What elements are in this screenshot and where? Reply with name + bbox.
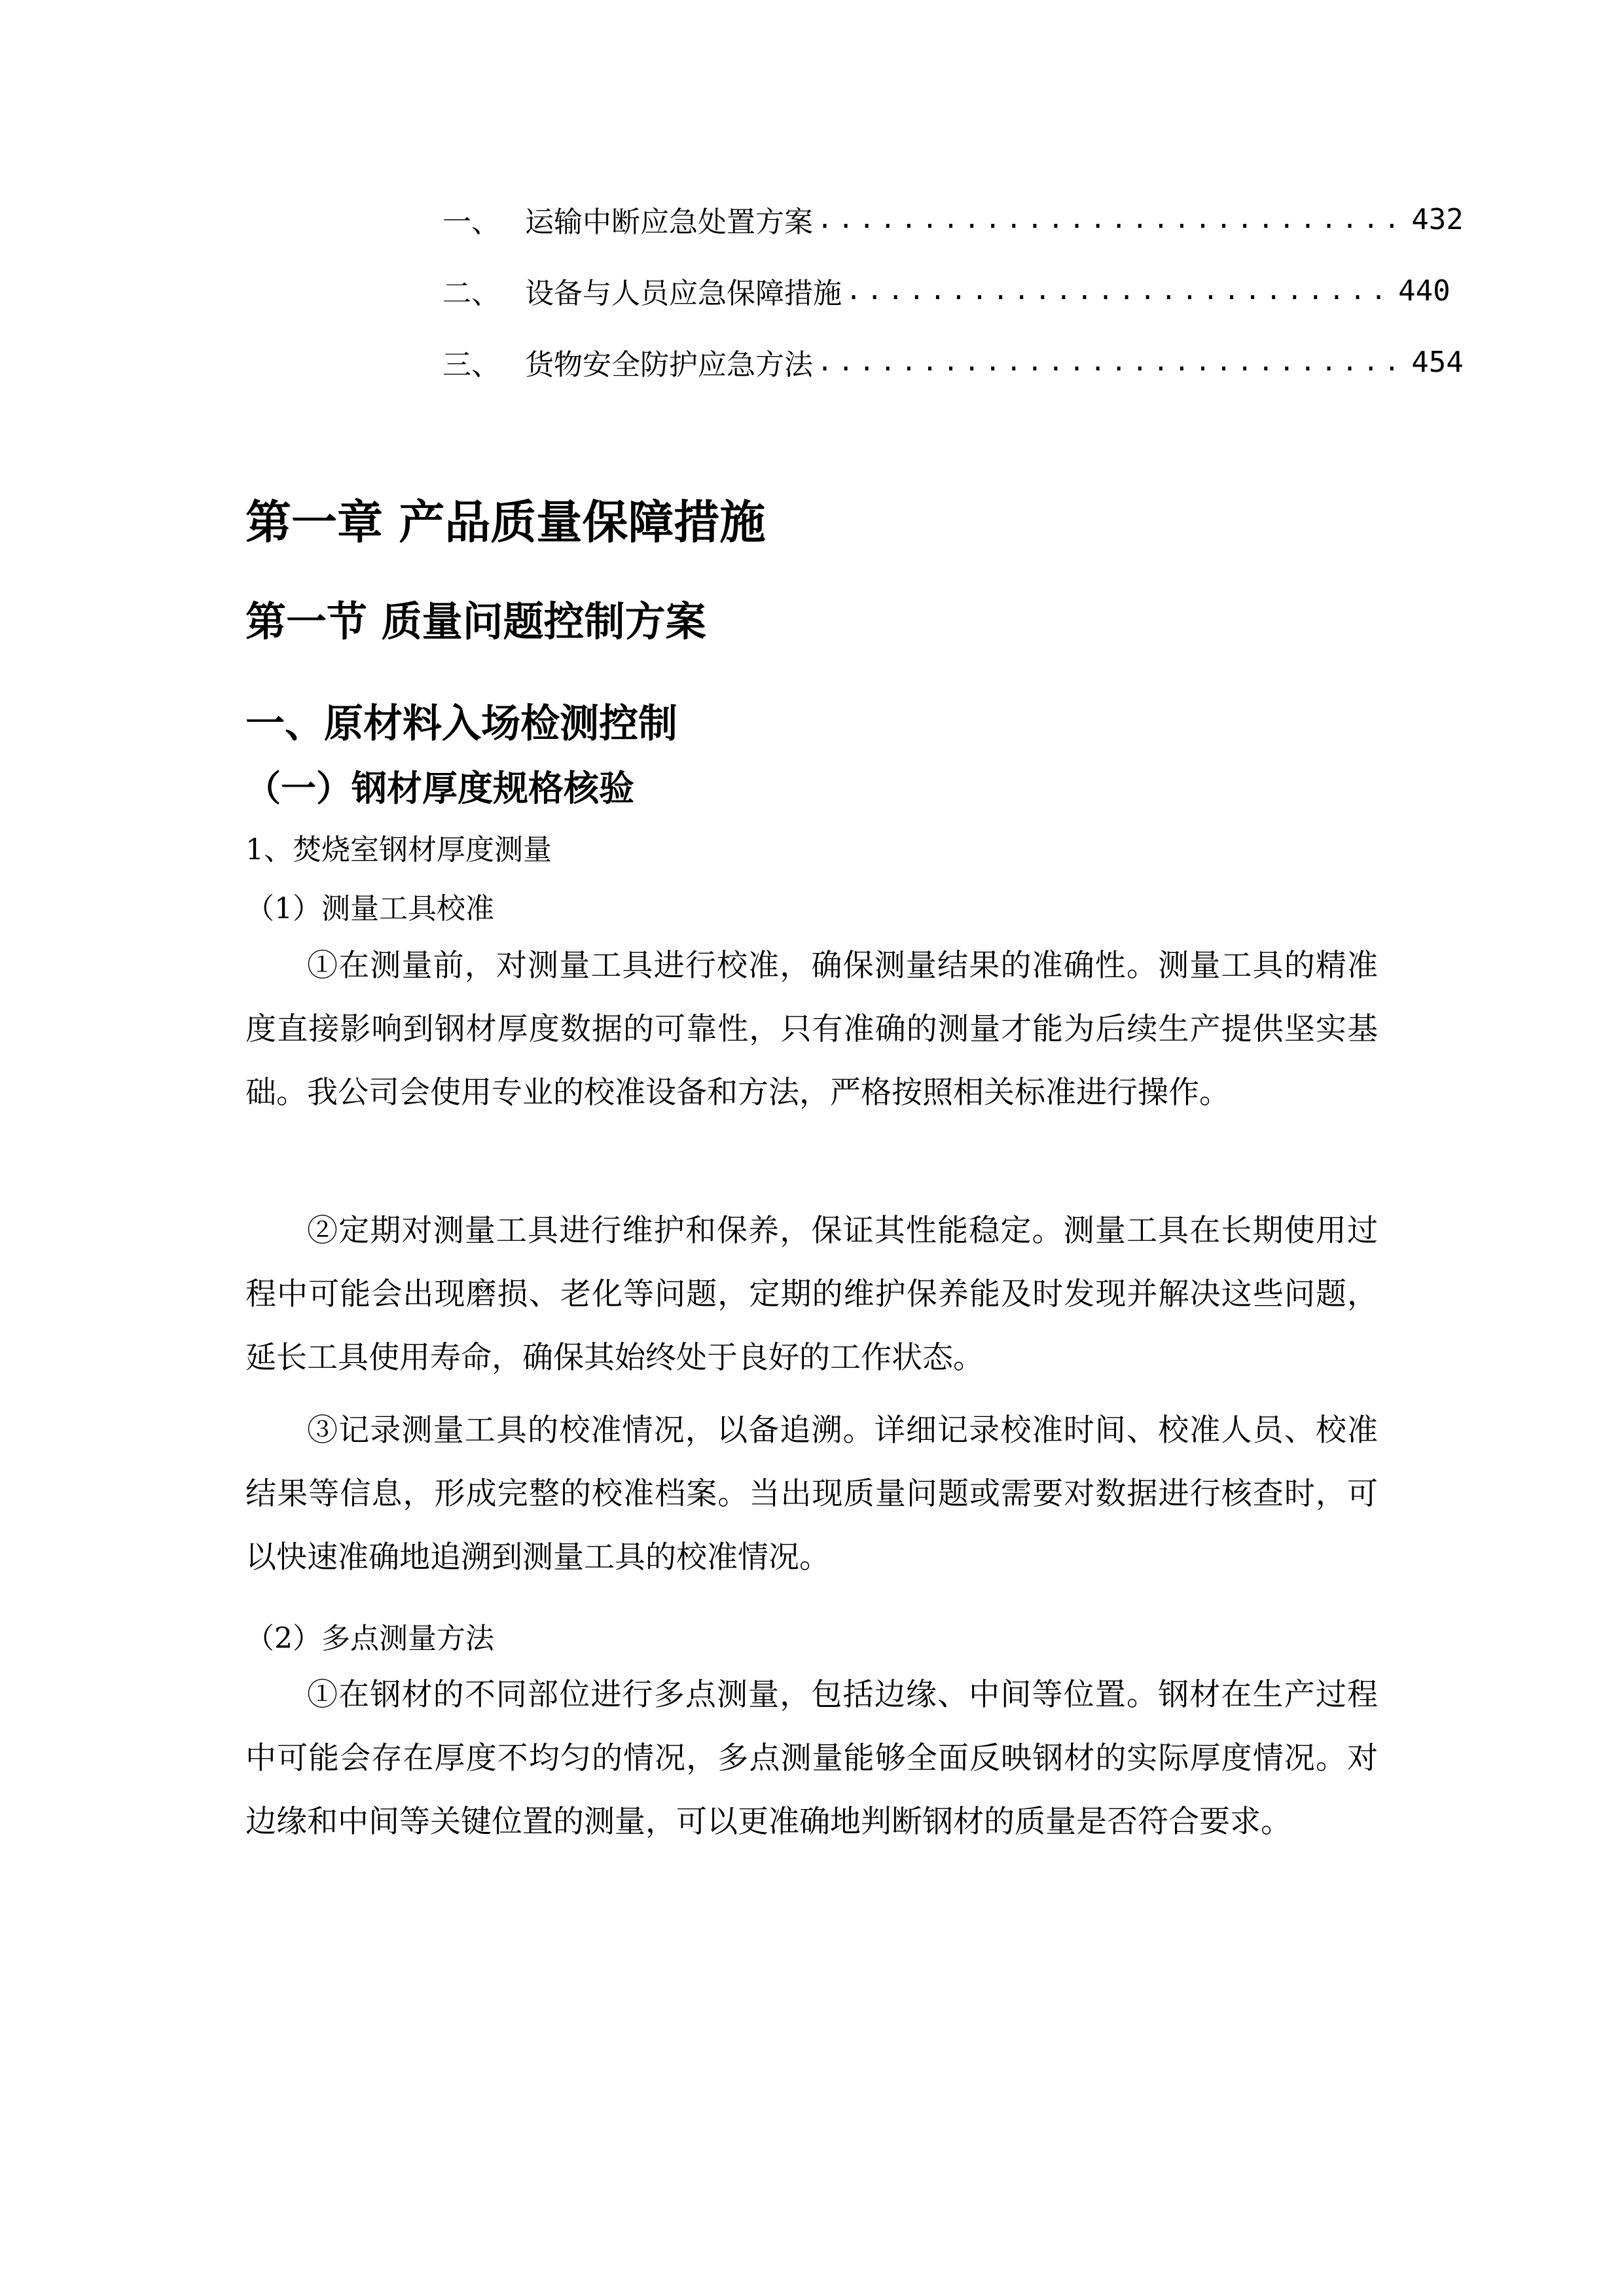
toc-entry[interactable] bbox=[442, 196, 1464, 242]
block-heading: （1）测量工具校准 bbox=[245, 892, 494, 925]
body-paragraph: ①在测量前，对测量工具进行校准，确保测量结果的准确性。测量工具的精准度直接影响到钢材厚度数据的可靠性，只有准确的测量才能为后续生产提供坚实基础。我公司会使用专业的校准设备和方法，严格按照相关标准进行操作。 bbox=[245, 948, 1378, 1111]
toc-entry-number: 三、 bbox=[442, 348, 500, 382]
subsection-title: 一、原材料入场检测控制 bbox=[245, 701, 677, 747]
toc-entry-leader: ............................ bbox=[817, 347, 1405, 377]
body-paragraph: ③记录测量工具的校准情况，以备追溯。详细记录校准时间、校准人员、校准结果等信息，形成完整的校准档案。当出现质量问题或需要对数据进行核查时，可以快速准确地追溯到测量工具的校准情况。 bbox=[245, 1412, 1378, 1575]
toc-entry[interactable] bbox=[442, 268, 1451, 314]
level5-heading: 1、焚烧室钢材厚度测量 bbox=[245, 833, 552, 867]
chapter-title: 第一章 产品质量保障措施 bbox=[245, 495, 766, 549]
body-paragraph: ①在钢材的不同部位进行多点测量，包括边缘、中间等位置。钢材在生产过程中可能会存在厚度不均匀的情况，多点测量能够全面反映钢材的实际厚度情况。对边缘和中间等关键位置的测量，可以更准确地判断钢材的质量是否符合要求。 bbox=[245, 1677, 1378, 1840]
level4-heading: （一）钢材厚度规格核验 bbox=[245, 767, 634, 809]
toc-entry-number: 二、 bbox=[442, 277, 500, 310]
toc-entry-title: 货物安全防护应急方法 bbox=[525, 348, 813, 382]
toc-entry-page-number: 454 bbox=[1411, 345, 1464, 379]
toc-entry-leader: ............................ bbox=[817, 204, 1405, 234]
section-title: 第一节 质量问题控制方案 bbox=[245, 598, 706, 645]
body-paragraph: ②定期对测量工具进行维护和保养，保证其性能稳定。测量工具在长期使用过程中可能会出现磨损、老化等问题，定期的维护保养能及时发现并解决这些问题，延长工具使用寿命，确保其始终处于良好的工作状态。 bbox=[245, 1213, 1378, 1376]
toc-entry-leader: .......................... bbox=[846, 276, 1392, 306]
toc-entry-title: 设备与人员应急保障措施 bbox=[525, 277, 842, 310]
toc-entry-page-number: 432 bbox=[1411, 202, 1464, 236]
toc-entry-page-number: 440 bbox=[1398, 274, 1451, 308]
toc-entry-number: 一、 bbox=[442, 206, 500, 239]
toc-entry-title: 运输中断应急处置方案 bbox=[525, 206, 813, 239]
block-heading: （2）多点测量方法 bbox=[245, 1622, 494, 1655]
toc-entry[interactable] bbox=[442, 339, 1464, 385]
